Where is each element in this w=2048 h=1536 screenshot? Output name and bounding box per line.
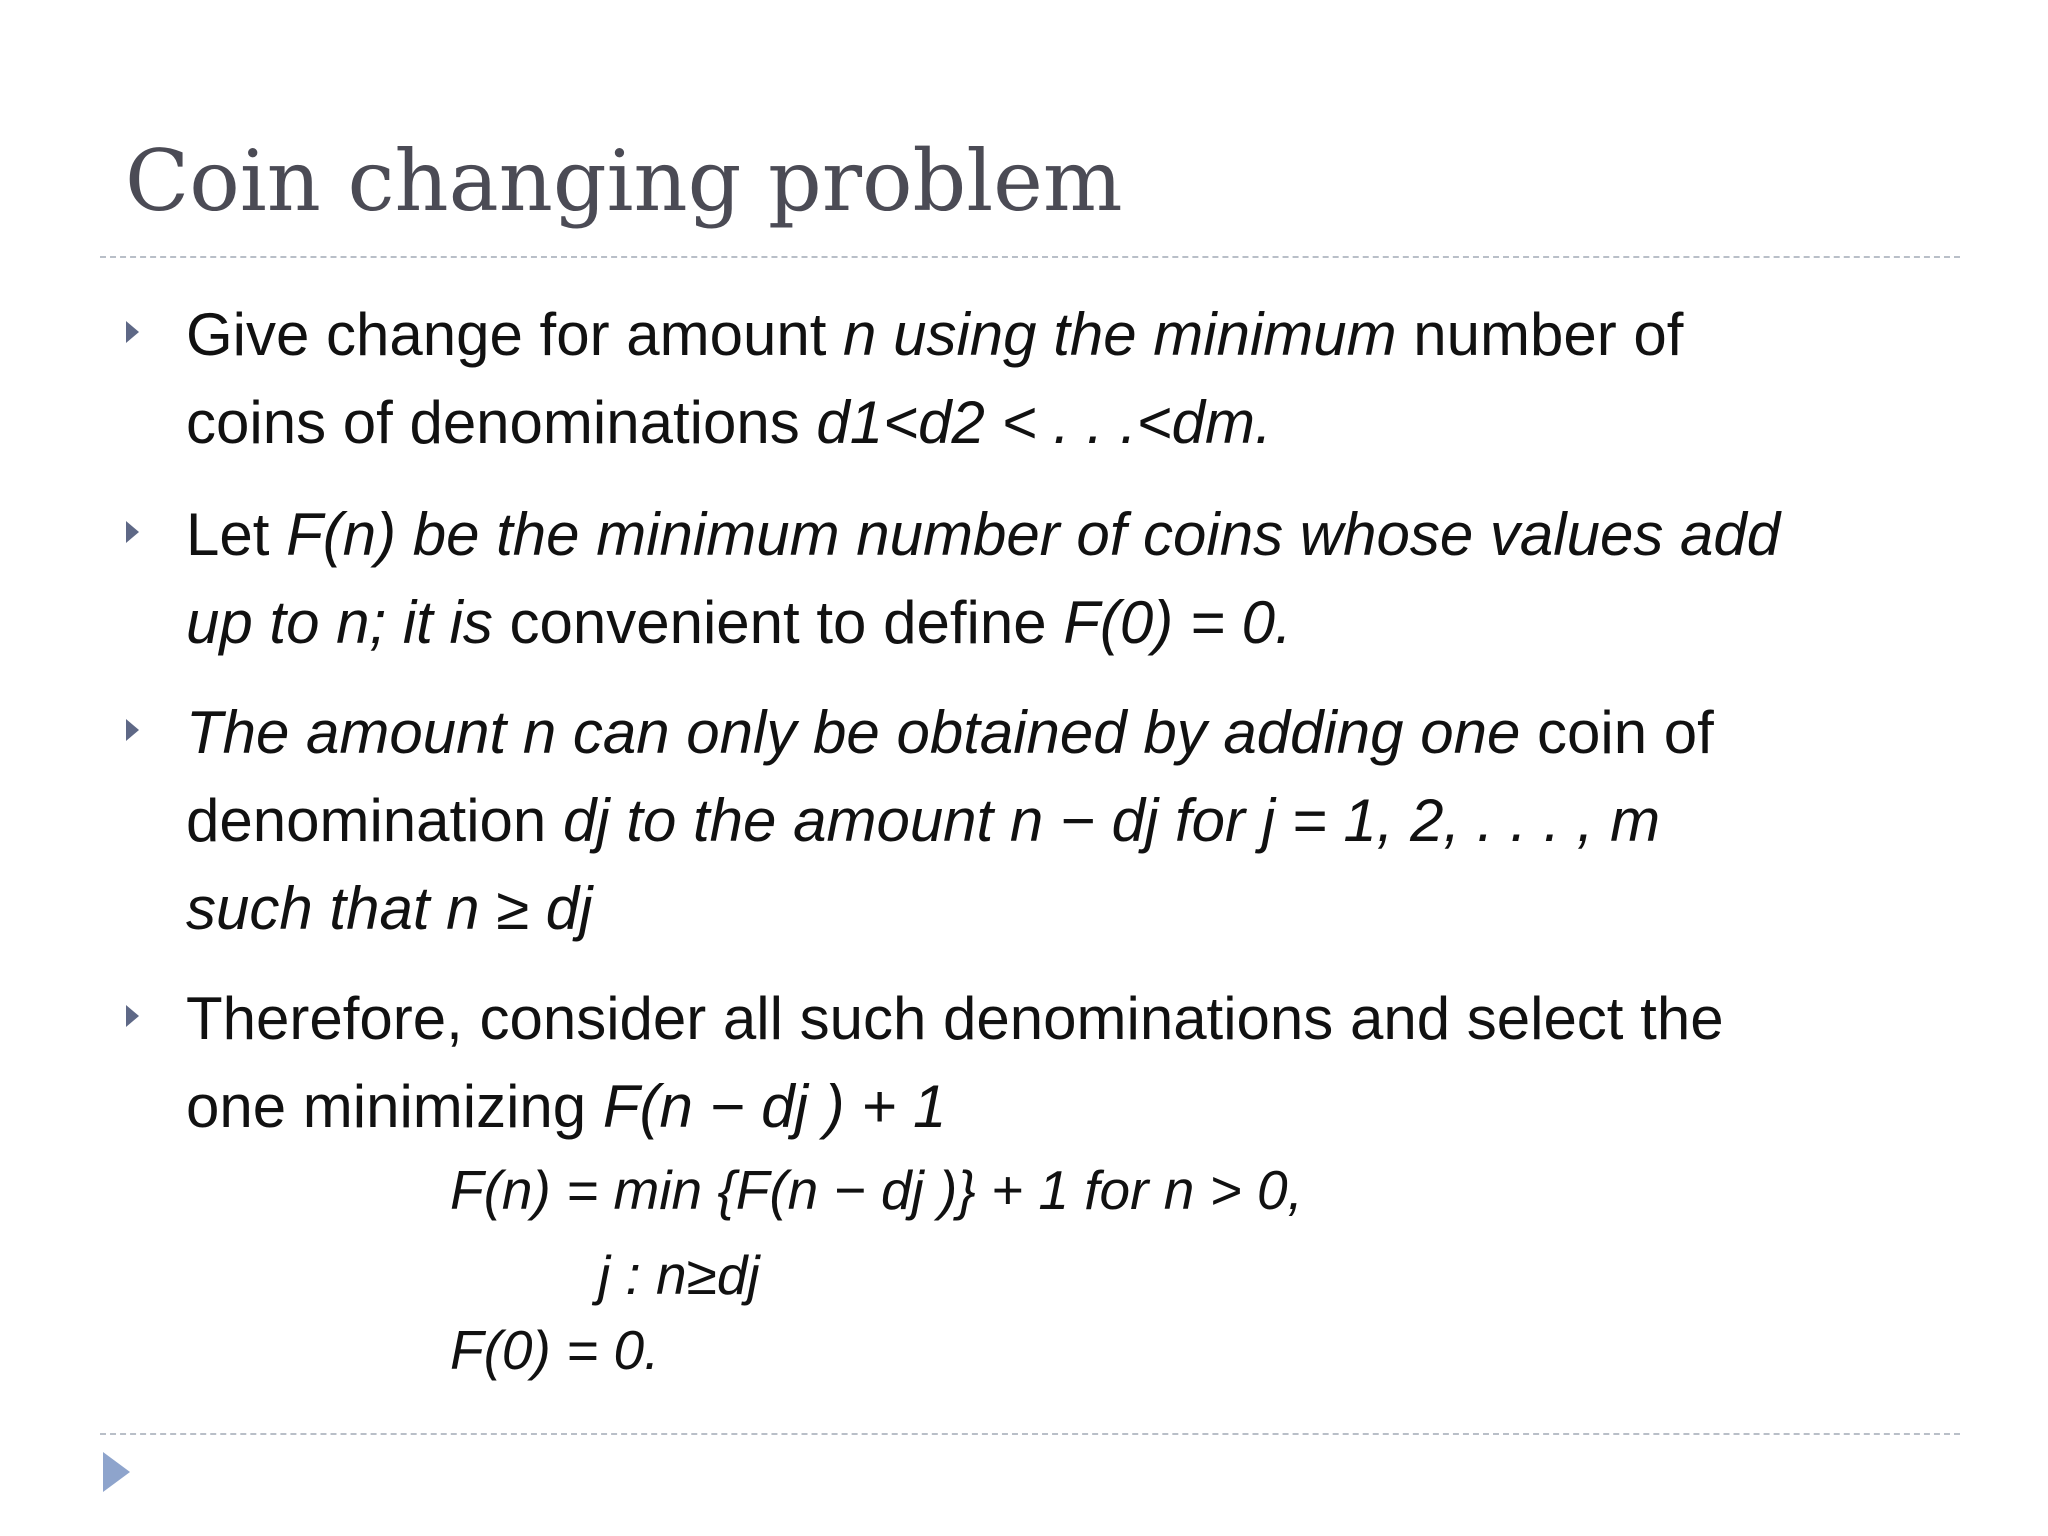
italic-text-run: The amount n can only be obtained by adding one: [186, 699, 1521, 766]
bullet-item: [186, 291, 1966, 467]
text-run: number of: [1396, 301, 1684, 368]
bullet-arrow-icon: [126, 1005, 139, 1027]
text-run: Give change for amount: [186, 301, 844, 368]
footer-divider: [100, 1433, 1960, 1435]
formula-subscript: j : n≥dj: [598, 1244, 760, 1306]
bullet-arrow-icon: [126, 521, 139, 543]
bullet-line: [186, 491, 1966, 579]
bullet-line: [186, 689, 1966, 777]
bullet-line: [186, 379, 1966, 467]
bullet-arrow-icon: [126, 321, 139, 343]
play-arrow-icon[interactable]: [103, 1452, 130, 1492]
italic-text-run: d1<d2 < . . .<dm.: [816, 389, 1272, 456]
bullet-item: [186, 689, 1966, 953]
bullet-arrow-icon: [126, 719, 139, 741]
italic-text-run: dj to the amount n − dj for j = 1, 2, . . . , m: [562, 787, 1661, 854]
italic-text-run: F(n) be the minimum number of coins whose values add: [286, 501, 1781, 568]
text-run: denomination: [186, 787, 563, 854]
text-run: one minimizing: [186, 1073, 603, 1140]
text-run: Therefore, consider all such denominations and select the: [186, 985, 1724, 1052]
bullet-item: [186, 491, 1966, 667]
bullet-line: [186, 291, 1966, 379]
text-run: convenient to define: [492, 589, 1064, 656]
italic-text-run: F(0) = 0.: [1063, 589, 1292, 656]
bullet-item: [186, 975, 1966, 1151]
text-run: coin of: [1520, 699, 1714, 766]
bullet-line: [186, 777, 1966, 865]
recurrence-formula: F(n) = min {F(n − dj )} + 1 for n > 0,: [450, 1159, 1303, 1221]
bullet-line: [186, 1063, 1966, 1151]
italic-text-run: such that n ≥ dj: [186, 875, 593, 942]
base-case-formula: F(0) = 0.: [450, 1319, 660, 1381]
text-run: coins of denominations: [186, 389, 817, 456]
italic-text-run: n using the minimum: [843, 301, 1397, 368]
text-run: Let: [186, 501, 287, 568]
bullet-line: [186, 865, 1966, 953]
slide-title: Coin changing problem: [125, 132, 1123, 230]
bullet-line: [186, 579, 1966, 667]
italic-text-run: up to n; it is: [186, 589, 493, 656]
italic-text-run: F(n − dj ) + 1: [602, 1073, 947, 1140]
bullet-line: [186, 975, 1966, 1063]
